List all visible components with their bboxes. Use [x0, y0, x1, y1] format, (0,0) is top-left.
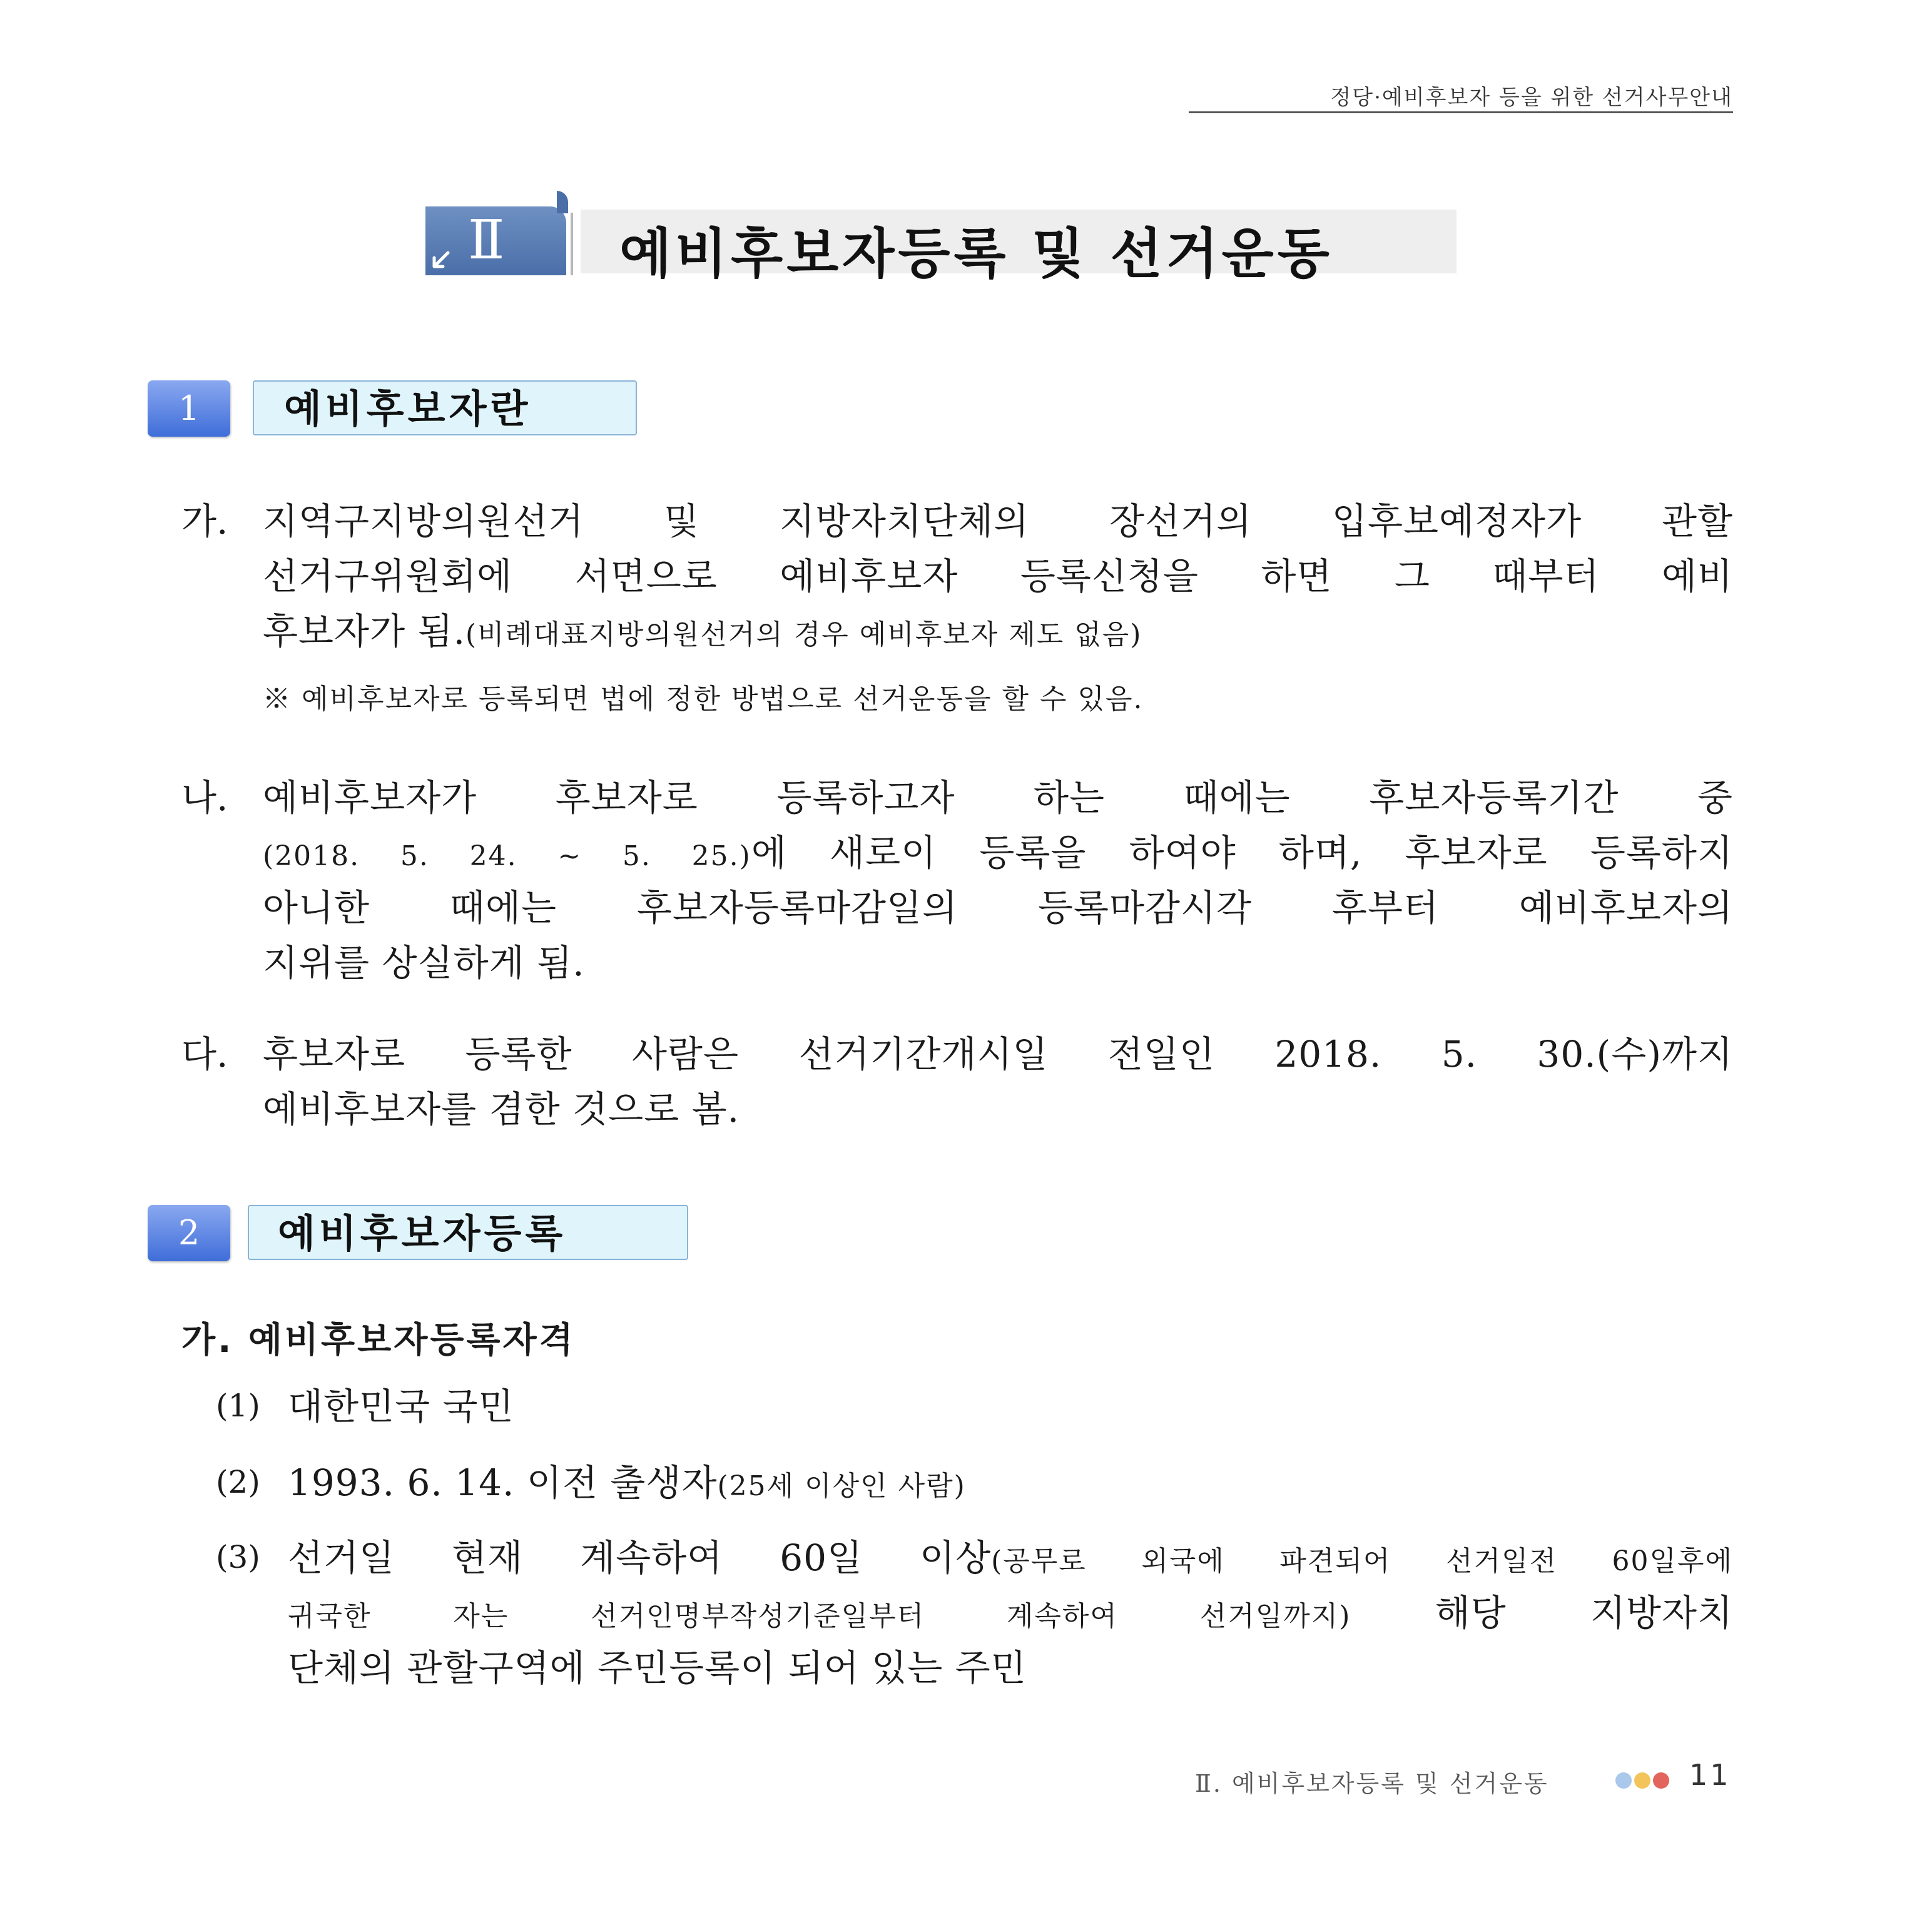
- section-2-subheading: 가. 예비후보자등록자격: [181, 1320, 576, 1361]
- item-marker-2: (2): [216, 1464, 260, 1500]
- para-ga-line3: [263, 604, 1733, 662]
- running-header: 정당·예비후보자 등을 위한 선거사무안내: [1330, 85, 1733, 110]
- para-na-line4: 지위를 상실하게 됨.: [263, 942, 585, 984]
- para-na-line2: [263, 826, 1733, 883]
- item-marker-na: 나.: [181, 776, 228, 819]
- item-1-text: 대한민국 국민: [288, 1385, 514, 1428]
- item-2-note: (25세 이상인 사람): [717, 1470, 966, 1502]
- para-da-line2: 예비후보자를 겸한 것으로 봄.: [263, 1088, 740, 1130]
- item-marker-1: (1): [216, 1388, 260, 1424]
- chapter-divider: [571, 213, 573, 275]
- para-na-line3: 아니한 때에는 후보자등록마감일의 등록마감시각 후부터 예비후보자의: [263, 886, 1733, 929]
- chapter-numeral: Ⅱ: [468, 209, 506, 272]
- item-3-line2-note: 귀국한 자는 선거인명부작성기준일부터 계속하여 선거일까지): [288, 1600, 1351, 1632]
- item-3-line3: 단체의 관할구역에 주민등록이 되어 있는 주민: [288, 1647, 1027, 1689]
- para-ga-line3-main: 후보자가 됨.: [263, 610, 466, 653]
- para-ga-line3-note: (비례대표지방의원선거의 경우 예비후보자 제도 없음): [465, 619, 1142, 651]
- para-ga-line2: 선거구위원회에 서면으로 예비후보자 등록신청을 하면 그 때부터 예비: [263, 555, 1733, 597]
- note-ga: ※ 예비후보자로 등록되면 법에 정한 방법으로 선거운동을 할 수 있음.: [263, 683, 1144, 715]
- header-rule: [1189, 111, 1733, 113]
- section-1-number: 1: [148, 380, 230, 437]
- item-2-text: 1993. 6. 14. 이전 출생자: [288, 1461, 718, 1504]
- item-2-line: [288, 1456, 966, 1513]
- footer-dot-red: [1653, 1772, 1669, 1789]
- footer-chapter-label: Ⅱ. 예비후보자등록 및 선거운동: [1195, 1770, 1549, 1797]
- section-2-number: 2: [148, 1205, 230, 1261]
- item-3-line2-main: 해당 지방자치: [1351, 1592, 1733, 1634]
- section-1-title: 예비후보자란: [253, 380, 637, 435]
- chapter-title: 예비후보자등록 및 선거운동: [619, 223, 1333, 285]
- para-ga-line1: 지역구지방의원선거 및 지방자치단체의 장선거의 입후보예정자가 관할: [263, 500, 1733, 542]
- arrow-down-left-icon: [429, 249, 452, 272]
- para-da-line1: 후보자로 등록한 사람은 선거기간개시일 전일인 2018. 5. 30.(수)까지: [263, 1033, 1733, 1075]
- section-2-title: 예비후보자등록: [248, 1205, 688, 1260]
- item-marker-3: (3): [216, 1539, 260, 1575]
- para-na-line2-main: 에 새로이 등록을 하여야 하며, 후보자로 등록하지: [751, 831, 1733, 874]
- item-3-line2: [288, 1586, 1733, 1643]
- item-3-line1: [288, 1531, 1733, 1588]
- item-marker-ga: 가.: [181, 500, 228, 542]
- footer-dot-blue: [1615, 1772, 1632, 1789]
- item-3-line1-main: 선거일 현재 계속하여 60일 이상: [288, 1537, 992, 1579]
- para-na-line1: 예비후보자가 후보자로 등록하고자 하는 때에는 후보자등록기간 중: [263, 776, 1733, 819]
- item-3-line1-note: (공무로 외국에 파견되어 선거일전 60일후에: [991, 1545, 1733, 1577]
- item-marker-da: 다.: [181, 1033, 228, 1075]
- footer-dot-yellow: [1634, 1772, 1650, 1789]
- para-na-dates: (2018. 5. 24. ~ 5. 25.): [263, 840, 751, 872]
- chapter-tab-notch: [557, 191, 568, 213]
- page-number: 11: [1689, 1758, 1731, 1792]
